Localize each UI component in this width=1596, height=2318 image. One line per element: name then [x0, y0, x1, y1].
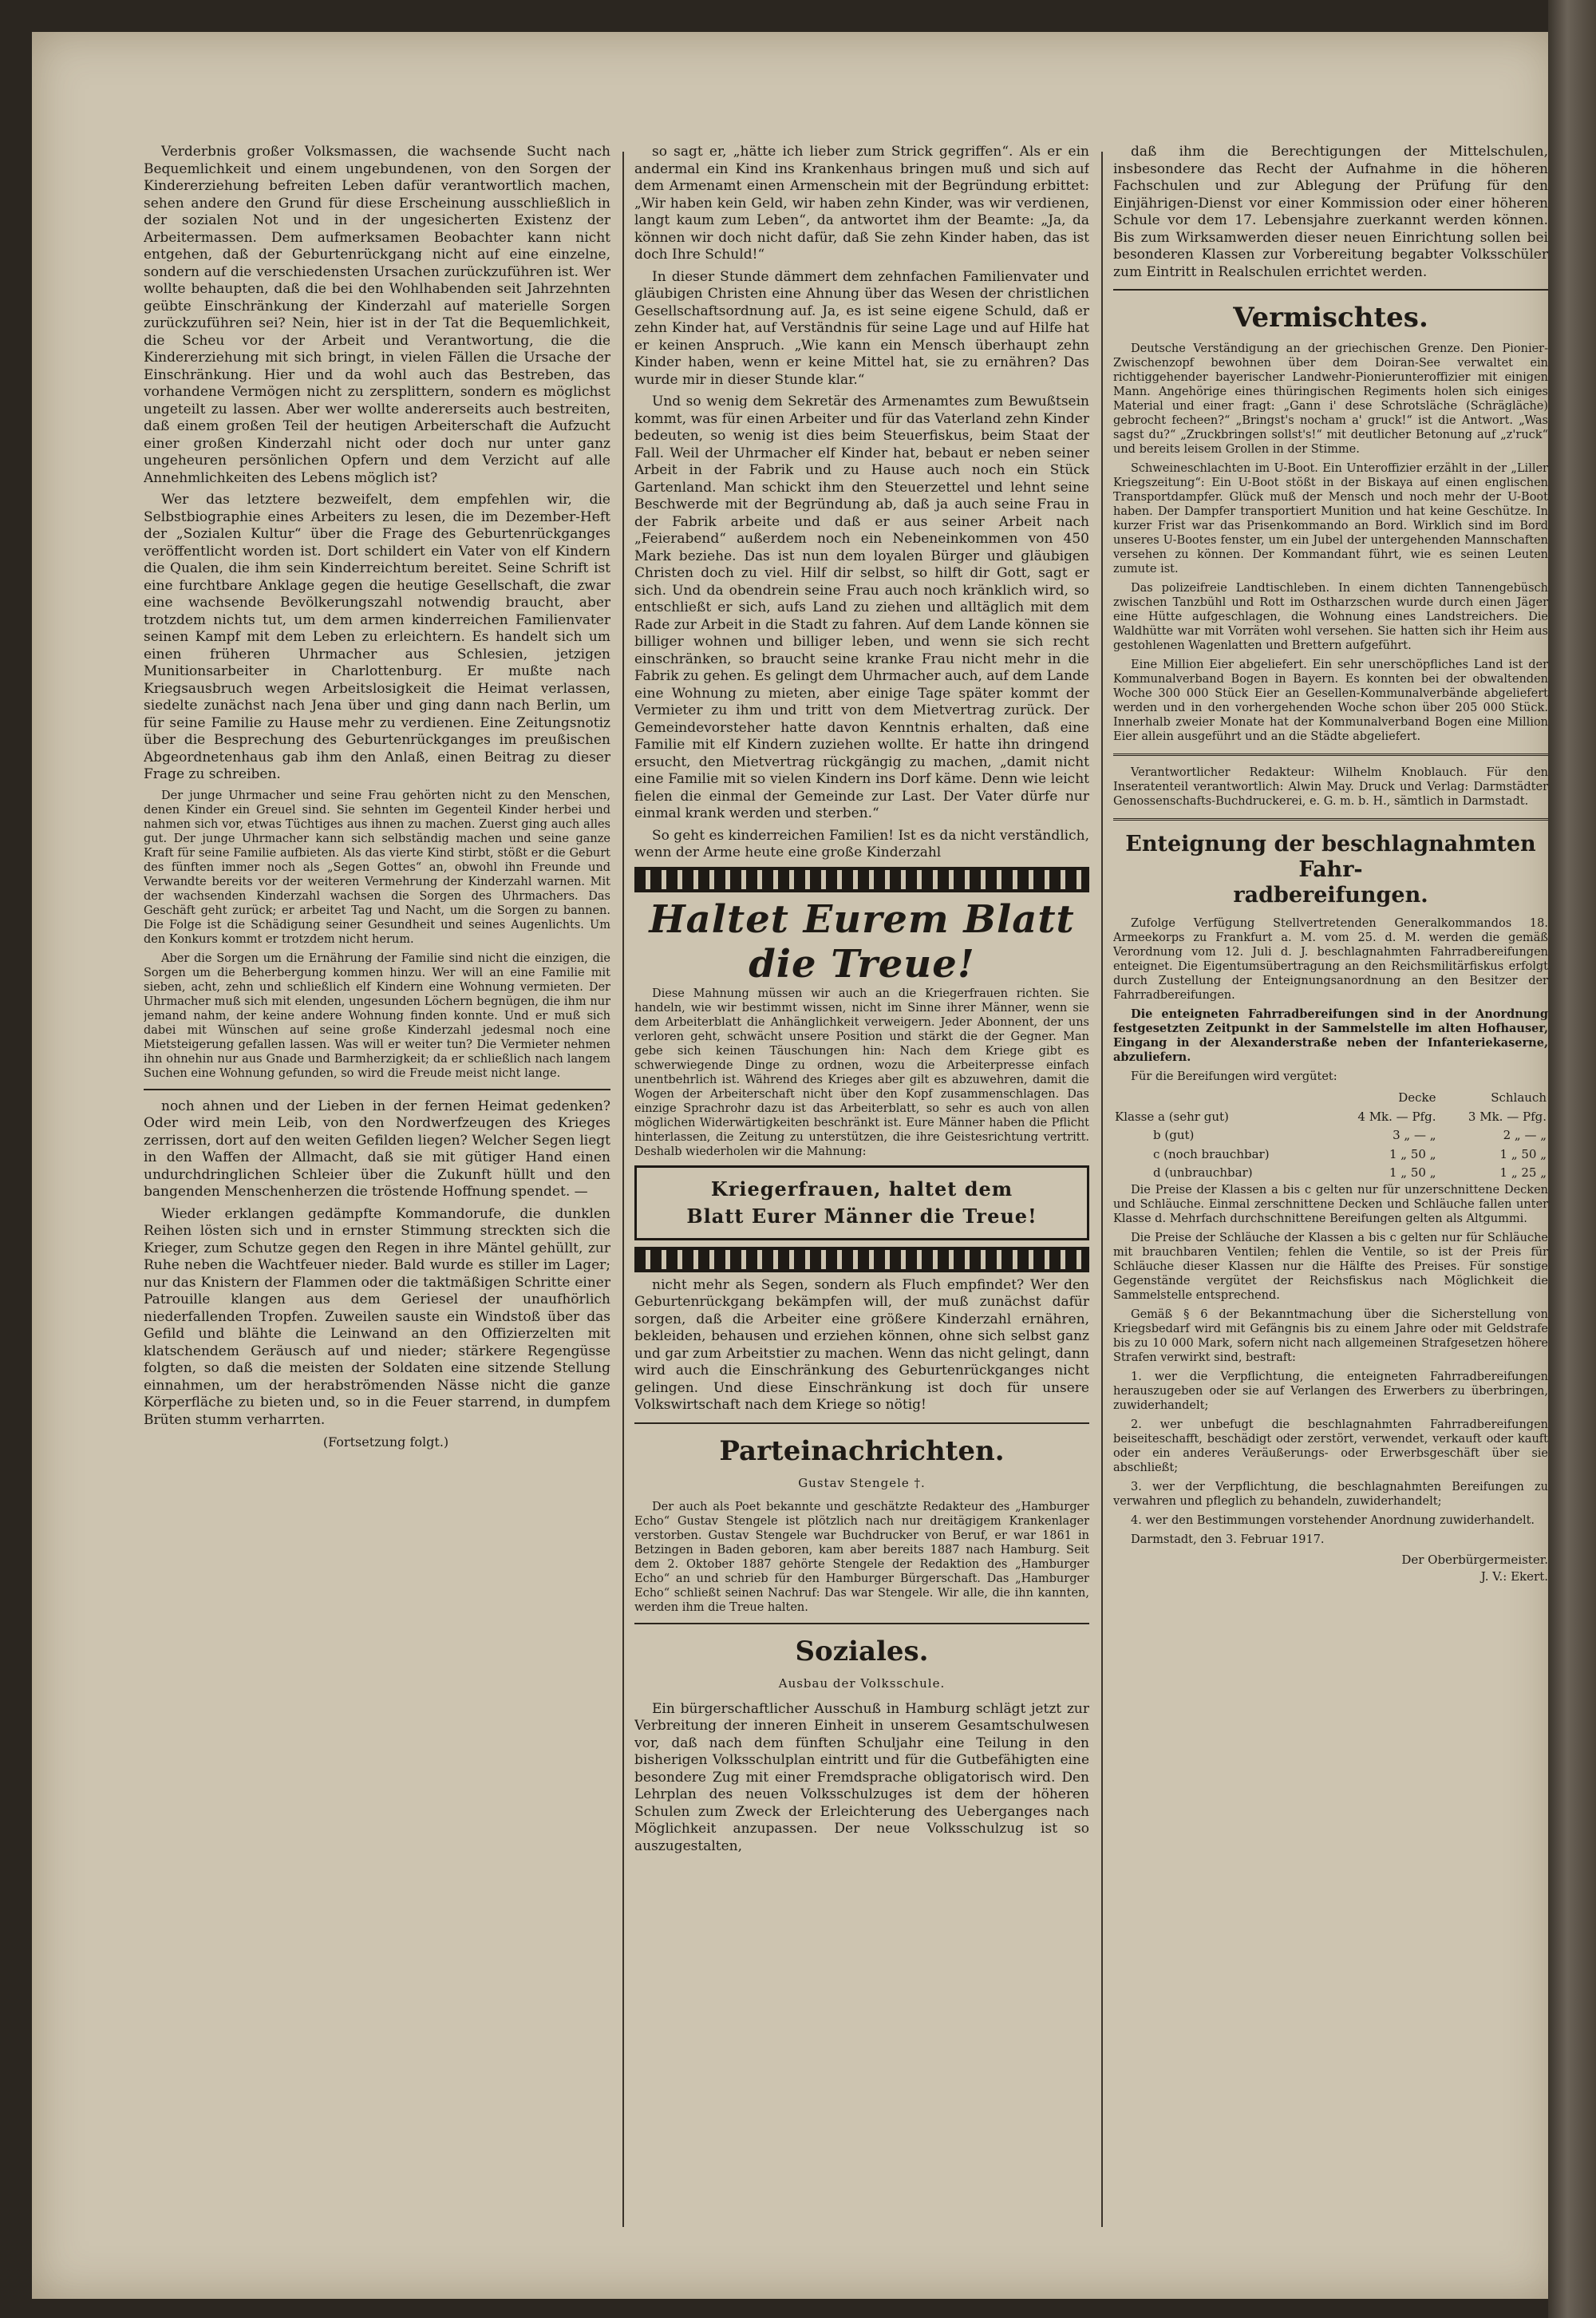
- price-cell: 3 „ — „: [1393, 1128, 1436, 1142]
- signature-name: J. V.: Ekert.: [1480, 1569, 1548, 1584]
- vermischtes-heading: Vermischtes.: [1233, 302, 1428, 334]
- price-cell: b (gut): [1153, 1128, 1195, 1142]
- ornament-border-bottom: [634, 1247, 1089, 1272]
- col3-divider: [1113, 754, 1548, 756]
- slogan-line-1: Kriegerfrauen, haltet dem: [710, 1177, 1013, 1201]
- column-rule: [1101, 152, 1103, 2227]
- price-row: [1113, 1164, 1548, 1183]
- col1-small-paragraph: Der junge Uhrmacher und seine Frau gehörten nicht zu den Menschen, denen Kinder ein Greuel sind. Sie sehnten im Gegenteil Kinder herbei und nahmen sich vor, etwas Tüchtiges aus ihnen zu machen. Zuerst ging auch alles gut. Der junge Uhrmacher kann sich selbständig machen und seine ganze Kraft für seine Familie aufbieten. Als das vierte Kind stirbt, stößt er die Geburt des fünften immer noch als „Segen Gottes“ an, obwohl ihn Freunde und Verwandte bereits vor der weiteren Vermehrung der Kinderzahl warnen. Mit der wachsenden Kinderzahl wachsen die Sorgen des Uhrmachers. Das Geschäft geht zurück; er arbeitet Tag und Nacht, um die Sorgen zu bannen. Die Folge ist die Schädigung seiner Gesundheit und seines Augenlichts. Um den Konkurs kommt er trotzdem nicht herum.: [144, 789, 610, 946]
- price-cell: 3 Mk. — Pfg.: [1468, 1109, 1547, 1124]
- redaktion-text: Verantwortlicher Redakteur: Wilhelm Knoblauch. Für den Inseratenteil verantwortlich: Alwin May. Druck und Verlag: Darmstädter Genossenschafts-Buchdruckerei, e. G. m. b. H., sämtlich in Darmstadt.: [1113, 766, 1548, 808]
- col1-small-text: [144, 789, 610, 1081]
- banner-text-block: [634, 987, 1089, 1159]
- price-cell: 1 „ 50 „: [1499, 1146, 1547, 1161]
- price-col-header: Schlauch: [1491, 1090, 1547, 1105]
- slogan-box: [634, 1165, 1089, 1240]
- col2-paragraph: So geht es kinderreichen Familien! Ist es da nicht verständlich, wenn der Arme heute eine große Kinderzahl: [634, 827, 1089, 860]
- price-table: [1113, 1089, 1548, 1183]
- signature-title: Der Oberbürgermeister.: [1401, 1552, 1548, 1567]
- price-cell: 2 „ — „: [1503, 1128, 1547, 1142]
- notice-block-2: [1113, 1183, 1548, 1547]
- soziales-subheading: Ausbau der Volksschule.: [778, 1676, 946, 1691]
- col3-divider: [1113, 289, 1548, 291]
- soziales-heading: Soziales.: [795, 1636, 929, 1667]
- col3-divider: [1113, 818, 1548, 821]
- col1-divider: [144, 1089, 610, 1090]
- price-cell: 1 „ 25 „: [1499, 1165, 1547, 1180]
- col2-divider: [634, 1422, 1089, 1424]
- ornament-border-top: [634, 867, 1089, 892]
- notice-block: [1113, 916, 1548, 1084]
- price-cell: 1 „ 50 „: [1389, 1165, 1436, 1180]
- notice-list-item: 1. wer die Verpflichtung, die enteigneten Fahrradbereifungen herauszugeben oder sie auf Verlangen des Erwerbers zu überbringen, zuwiderhandelt;: [1113, 1370, 1548, 1412]
- soziales-text: Ein bürgerschaftlicher Ausschuß in Hamburg schlägt jetzt zur Verbreitung der inneren Einheit in unserem Gesamtschulwesen vor, daß nach dem fünften Schuljahr eine Teilung in den bisherigen Volksschulplan eintritt und für die Gutbefähigten eine besondere Zug mit einer Fremdsprache obligatorisch wird. Den Lehrplan des neuen Volksschulzuges ist dem der höheren Schulen zum Zweck der Erleichterung des Ueberganges nach Möglichkeit anzupassen. Der neue Volksschulzug ist so auszugestalten,: [634, 1700, 1089, 1854]
- notice-list-item: 4. wer den Bestimmungen vorstehender Anordnung zuwiderhandelt.: [1131, 1513, 1535, 1527]
- col1-small-paragraph: Aber die Sorgen um die Ernährung der Familie sind nicht die einzigen, die Sorgen um die Beherbergung kommen hinzu. Wer will an eine Familie mit sieben, acht, zehn und schließlich elf Kindern eine Wohnung vermieten. Der Uhrmacher muß sich mit elenden, ungesunden Löchern begnügen, die ihm nur jemand nahm, der keine andere Wohnung finden konnte. Und er muß sich dabei mit Wünschen auf seine große Kinderzahl jedesmal noch eine Mietsteigerung gefallen lassen. Was will er weiter tun? Die Vermieter nehmen ihn ohnehin nur aus Gnade und Barmherzigkeit; da er schließlich nach langem Suchen eine Wohnung gefunden, so wird die Freude meist nicht lange.: [144, 951, 610, 1080]
- col1-paragraph: Verderbnis großer Volksmassen, die wachsende Sucht nach Bequemlichkeit und einem ungebundenen, von den Sorgen der Kindererziehung befreiten Leben dafür verantwortlich machen, sehen andere den Grund für diese Erscheinung ausschließlich in der sozialen Not und in der ungesicherten Existenz der Arbeitermassen. Dem aufmerksamen Beobachter kann nicht entgehen, daß der Geburtenrückgang nicht auf eine einzelne, sondern auf die verschiedensten Ursachen zurückzuführen ist. Wer wollte behaupten, daß die bei den Wohlhabenden seit Jahrzehnten geübte Einschränkung der Kinderzahl auf materielle Sorgen zurückzuführen sei? Nein, hier ist in der Tat die Bequemlichkeit, die Scheu vor der Arbeit und Verantwortung, die die Kindererziehung mit sich bringt, in vielen Fällen die Ursache der Einschränkung. Hier und da wohl auch das Bestreben, das vorhandene Vermögen nicht zu zersplittern, sondern es möglichst ungeteilt zu lassen. Aber wer wollte andererseits auch bestreiten, daß einem großen Teil der heutigen Arbeiterschaft die Aufzucht einer großen Kinderzahl nicht oder doch nur unter ganz ungeheuren persönlichen Opfern und dem Verzicht auf alle Annehmlichkeiten des Lebens möglich ist?: [144, 144, 610, 486]
- col1-continuation: noch ahnen und der Lieben in der fernen Heimat gedenken? Oder wird mein Leib, von den Nordwerfzeugen des Krieges zerrissen, dort auf den weiten Gefilden liegen? Welcher Segen liegt in den Waffen der Allmacht, daß sie mit gütiger Hand einen undurchdringlichen Schleier über die Zukunft hüllt und den bangenden Menschenherzen die tröstende Hoffnung spendet. —: [144, 1098, 610, 1200]
- col2-paragraph: Und so wenig dem Sekretär des Armenamtes zum Bewußtsein kommt, was für einen Arbeiter und für das Vaterland zehn Kinder bedeuten, so wenig ist dies beim Steuerfiskus, beim Staat der Fall. Weil der Uhrmacher elf Kinder hat, bebaut er neben seiner Arbeit in der Fabrik und zu Hause auch noch ein Stück Gartenland. Man schickt ihm den Steuerzettel und lehnt seine Beschwerde mit der Begründung ab, daß ja auch seine Frau in der Fabrik arbeite und daß er aus seiner Arbeit nach „Feierabend“ außerdem noch ein Nebeneinkommen von 450 Mark beziehe. Das ist nun dem loyalen Bürger und gläubigen Christen doch zu viel. Hilf dir selbst, so hilft dir Gott, sagt er sich. Und da obendrein seine Frau auch noch kränklich wird, so entschließt er sich, aufs Land zu ziehen und alltäglich mit dem Rade zur Arbeit in die Stadt zu fahren. Auf dem Lande können sie billiger wohnen und billiger leben, und wenn sie sich recht einschränken, so braucht seine kranke Frau nicht mehr in die Fabrik zu gehen. Es gelingt dem Uhrmacher auch, auf dem Lande eine Wohnung zu mieten, aber einige Tage später kommt der Vermieter zu ihm und tritt von dem Mietvertrag zurück. Der Gemeindevorsteher hatte davon Kenntnis erhalten, daß eine Familie mit elf Kindern zuziehen wollte. Er hatte ihn dringend ersucht, den Mietvertrag rückgängig zu machen, „damit nicht eine Familie mit so vielen Kindern ins Dorf käme. Denn wie leicht fielen die einmal der Gemeinde zur Last. Der Vater dürfe nur einmal krank werden und sterben.“: [634, 394, 1089, 821]
- col1-paragraph: Wer das letztere bezweifelt, dem empfehlen wir, die Selbstbiographie eines Arbeiters zu lesen, die im Dezember-Heft der „Sozialen Kultur“ über die Frage des Geburtenrückganges veröffentlicht worden ist. Dort schildert ein Vater von elf Kindern die Qualen, die ihm sein Kinderreichtum bereitet. Seine Schrift ist eine furchtbare Anklage gegen die heutige Gesellschaft, die zwar eine wachsende Bevölkerungszahl notwendig braucht, aber trotzdem nichts tut, um dem armen kinderreichen Familienvater seinen Kampf mit dem Leben zu erleichtern. Es handelt sich um einen früheren Uhrmacher aus Schlesien, jetzigen Munitionsarbeiter in Charlottenburg. Er mußte nach Kriegsausbruch wegen Arbeitslosigkeit die Heimat verlassen, siedelte zunächst nach Jena über und ging dann nach Berlin, um für seine Familie zu Hause mehr zu verdienen. Eine Zeitungsnotiz über die Besprechung des Geburtenrückganges im preußischen Abgeordnetenhaus gab ihm den Anlaß, einen Beitrag zu dieser Frage zu schreiben.: [144, 492, 610, 782]
- column-2: [634, 144, 1089, 2235]
- col2-paragraph: In dieser Stunde dämmert dem zehnfachen Familienvater und gläubigen Christen eine Ahnung über das Wesen der christlichen Gesellschaftsordnung auf. Ja, es ist seine eigene Schuld, daß er zehn Kinder hat, auf Verständnis für seine Lage und auf Hilfe hat er keinen Anspruch. „Wie kann ein Mensch überhaupt zehn Kinder haben, wenn er keine Mittel hat, sie zu ernähren? Das wurde mir in dieser Stunde klar.“: [634, 268, 1089, 388]
- banner-text: Diese Mahnung müssen wir auch an die Kriegerfrauen richten. Sie handeln, wie wir bestimmt wissen, nicht im Sinne ihrer Männer, wenn sie dem Arbeiterblatt die Anhänglichkeit verweigern. Jeder Abonnent, der uns verloren geht, schwächt unsere Position und stärkt die der Gegner. Man gebe sich keinen Täuschungen hin: Nach dem Kriege gibt es schwerwiegende Dinge zu ordnen, wozu die Arbeiterpresse einfach unentbehrlich ist. Während des Krieges aber gilt es abzuwehren, damit die Wogen der Arbeiterschaft nicht über den Kopf zusammenschlagen. Das einzige Sprachrohr dazu ist das Arbeiterblatt, so sehr es auch von allen möglichen Widerwärtigkeiten beschränkt ist. Eure Männer haben die Pflicht hinterlassen, die Zeitung zu unterstützen, die ihre Geistesrichtung vertritt. Deshalb wiederholen wir die Mahnung:: [634, 987, 1089, 1158]
- slogan-line-2: Blatt Eurer Männer die Treue!: [686, 1204, 1037, 1228]
- price-cell: 1 „ 50 „: [1389, 1146, 1436, 1161]
- col2-paragraph: so sagt er, „hätte ich lieber zum Strick gegriffen“. Als er ein andermal ein Kind ins Krankenhaus bringen muß und sich auf dem Armenamt einen Armenschein mit der Begründung erbittet: „Wir haben kein Geld, wir haben zehn Kinder, was wir verdienen, langt kaum zum Leben“, da antwortet ihm der Beamte: „Ja, da können wir doch nicht dafür, daß Sie zehn Kinder haben, das ist doch Ihre Schuld!“: [634, 144, 1089, 263]
- vermischtes-item: Das polizeifreie Landtischleben. In einem dichten Tannengebüsch zwischen Tanzbühl und Rott im Ostharzschen wurde durch einen Jäger eine Hütte aufgeschlagen, die Wohnung eines Landstreichers. Die Waldhütte war mit Vorräten wohl versehen. Sie hatten sich ihr Heim aus gestohlenen Wagenlatten und Brettern aufgeführt.: [1113, 582, 1548, 652]
- redaktion-block: [1113, 765, 1548, 809]
- vermischtes-item: Schweineschlachten im U-Boot. Ein Unteroffizier erzählt in der „Liller Kriegszeitung“: Ein U-Boot stößt in der Biskaya auf einen englischen Transportdampfer. Glück muß der Mensch und noch mehr der U-Boot haben. Der Dampfer transportiert Munition und hat keine Geschütze. In kurzer Frist war das Prisenkommando an Bord. Wirklich sind im Bord unseres U-Bootes fenster, um ein Jubel der untergehenden Mannschaften versehen zu können. Der Kommandant führt, wie es seinen Leuten zumute ist.: [1113, 462, 1548, 576]
- col2-after-banner: nicht mehr als Segen, sondern als Fluch empfindet? Wer den Geburtenrückgang bekämpfen will, der muß zunächst dafür sorgen, daß die Arbeiter eine größere Kinderzahl ernähren, bekleiden, behausen und erziehen können, ohne sich selbst ganz und gar zum Arbeitstier zu machen. Wenn das nicht gelingt, dann wird auch die Einschränkung des Geburtenrückganges nicht gelingen. Und diese Einschränkung ist doch für unsere Volkswirtschaft nach dem Kriege so nötig!: [634, 1276, 1089, 1413]
- continued-note: (Fortsetzung folgt.): [322, 1434, 449, 1450]
- column-rule: [622, 152, 624, 2227]
- notice-text: Zufolge Verfügung Stellvertretenden Generalkommandos 18. Armeekorps zu Frankfurt a. M. vom 25. d. M. werden die gemäß Verordnung vom 12. Juli d. J. beschlagnahmten Fahrradbereifungen enteignet. Die Eigentumsübertragung an den Reichsmilitärfiskus erfolgt durch Zustellung der Enteignungsanordnung an den Besitzer der Fahrradbereifungen.: [1113, 917, 1548, 1002]
- partei-subheading: Gustav Stengele †.: [798, 1475, 926, 1490]
- vermischtes-block: [1113, 342, 1548, 744]
- notice-list-item: 3. wer der Verpflichtung, die beschlagnahmten Bereifungen zu verwahren und pfleglich zu behandeln, zuwiderhandelt;: [1113, 1480, 1548, 1508]
- price-row: [1113, 1126, 1548, 1145]
- vermischtes-item: Deutsche Verständigung an der griechischen Grenze. Den Pionier-Zwischenzopf bewohnen über dem Doiran-See verwaltet ein richtiggehender bayerischer Landwehr-Pionierunteroffizier mit einigen Mann. Angehörige eines thüringischen Regiments holen sich einiges Material und einer fragt: „Gann i' dese Schrotsläche (Schrägläche) gebrocht fecheen?“ „Bringst's nocham a' gruck!“ ist die Antwort. „Was sagst du?“ „Zruckbringen sollst's!“ mit deutlicher Betonung auf „z'ruck“ und bereits leisem Grollen in der Stimme.: [1113, 342, 1548, 456]
- col1-continuation: Wieder erklangen gedämpfte Kommandorufe, die dunklen Reihen lösten sich und in ernster Stimmung streckten sich die Krieger, zum Schutze gegen den Regen in ihre Mäntel gehüllt, zur Ruhe neben die Wachtfeuer nieder. Bald wurde es stiller im Lager; nur das Knistern der Flammen oder die taktmäßigen Schritte einer Patrouille klangen aus dem Geriesel der unaufhörlich niederfallenden Tropfen. Zuweilen sauste ein Windstoß über das Gefild und blähte die Leinwand an den Offizierzelten mit klatschendem Geräusch auf und nieder; stärkere Regengüsse folgten, so daß die meisten der Soldaten eine sitzende Stellung einnahmen, um der herabströmenden Nässe nicht die ganze Körperfläche zu bieten und, so in die Feuer starrend, in dumpfem Brüten stumm verharrten.: [144, 1205, 610, 1428]
- notice-list-item: 2. wer unbefugt die beschlagnahmten Fahrradbereifungen beiseiteschafft, beschädigt oder zerstört, verwendet, verkauft oder kauft oder ein anderes Veräußerungs- oder Erwerbsgeschäft über sie abschließt;: [1113, 1418, 1548, 1474]
- price-col-header: [1113, 1089, 1327, 1108]
- partei-text-block: [634, 1500, 1089, 1615]
- binding-edge: [1548, 0, 1596, 2318]
- notice-text: Gemäß § 6 der Bekanntmachung über die Sicherstellung von Kriegsbedarf wird mit Gefängnis bis zu einem Jahre oder mit Geldstrafe bis zu 10 000 Mark, sofern nicht nach allgemeinen Strafgesetzen höhere Strafen verwirkt sind, bestraft:: [1113, 1307, 1548, 1364]
- price-row: [1113, 1108, 1548, 1127]
- price-cell: d (unbrauchbar): [1153, 1165, 1253, 1180]
- notice-date: Darmstadt, den 3. Februar 1917.: [1131, 1533, 1325, 1546]
- price-cell: 4 Mk. — Pfg.: [1357, 1109, 1436, 1124]
- notice-heading-line-1: Enteignung der beschlagnahmten Fahr-: [1125, 832, 1536, 882]
- notice-text: Die Preise der Klassen a bis c gelten nur für unzerschnittene Decken und Schläuche. Einmal zerschnittene Decken und Schläuche fallen unter Klasse d. Mehrfach durchschnittene Bereifungen gelten als Altgummi.: [1113, 1183, 1548, 1225]
- partei-heading: Parteinachrichten.: [719, 1434, 1005, 1467]
- column-3: [1113, 144, 1548, 2235]
- notice-text: Die Preise der Schläuche der Klassen a bis c gelten nur für Schläuche mit brauchbaren Ventilen; fehlen die Ventile, so ist der Preis für Schläuche dieser Klassen nur die Hälfte des Preises. Für sonstige Gegenstände vergütet der Reichsfiskus nach Möglichkeit die Sammelstelle entsprechend.: [1113, 1231, 1548, 1302]
- column-1: [144, 144, 610, 2235]
- price-row: [1113, 1145, 1548, 1165]
- price-col-header: Decke: [1398, 1090, 1436, 1105]
- vermischtes-item: Eine Million Eier abgeliefert. Ein sehr unerschöpfliches Land ist der Kommunalverband Bogen in Bayern. Es konnten bei der obwaltenden Woche 300 000 Stück Eier an Gesellen-Kommunalverbände abgeliefert werden und in den vorhergehenden Woche schon über 205 000 Stück. Innerhalb zweier Monate hat der Kommunalverband Bogen eine Million Eier allein ausgeführt und an die Städte abgeliefert.: [1113, 659, 1548, 743]
- price-intro: Für die Bereifungen wird vergütet:: [1131, 1070, 1337, 1083]
- col2-divider: [634, 1623, 1089, 1624]
- newspaper-page: [32, 32, 1556, 2299]
- price-table-header: [1113, 1089, 1548, 1108]
- banner-headline: Haltet Eurem Blatt die Treue!: [649, 896, 1075, 987]
- notice-text: Die enteigneten Fahrradbereifungen sind in der Anordnung festgesetzten Zeitpunkt in der Sammelstelle im alten Hofhauser, Eingang in der Alexanderstraße neben der Infanteriekaserne, abzuliefern.: [1113, 1007, 1548, 1064]
- price-cell: Klasse a (sehr gut): [1115, 1109, 1229, 1124]
- price-cell: c (noch brauchbar): [1153, 1146, 1270, 1161]
- notice-heading-line-2: radbereifungen.: [1233, 883, 1428, 908]
- partei-text: Der auch als Poet bekannte und geschätzte Redakteur des „Hamburger Echo“ Gustav Stengele ist plötzlich nach nur dreitägigem Krankenlager verstorben. Gustav Stengele war Buchdrucker von Beruf, er war 1861 in Betzingen in Baden geboren, kam aber bereits 1887 nach Hamburg. Seit dem 2. Oktober 1887 gehörte Stengele der Redaktion des „Hamburger Echo“ an und schrieb für den Hamburger Bürgerschaft. Das „Hamburger Echo“ schließt seinen Nachruf: Das war Stengele. Wir alle, die ihn kannten, werden ihm die Treue halten.: [634, 1501, 1089, 1614]
- col3-intro: daß ihm die Berechtigungen der Mittelschulen, insbesondere das Recht der Aufnahme in die höheren Fachschulen und zur Ablegung der Prüfung für den Einjährigen-Dienst vor einer Kommission oder einer höheren Schule vor dem 17. Lebensjahre zuerkannt werden können. Bis zum Wirksamwerden dieser neuen Einrichtung sollen bei besonderen Klassen zur Vorbereitung begabter Volksschüler zum Eintritt in Realschulen errichtet werden.: [1113, 144, 1548, 280]
